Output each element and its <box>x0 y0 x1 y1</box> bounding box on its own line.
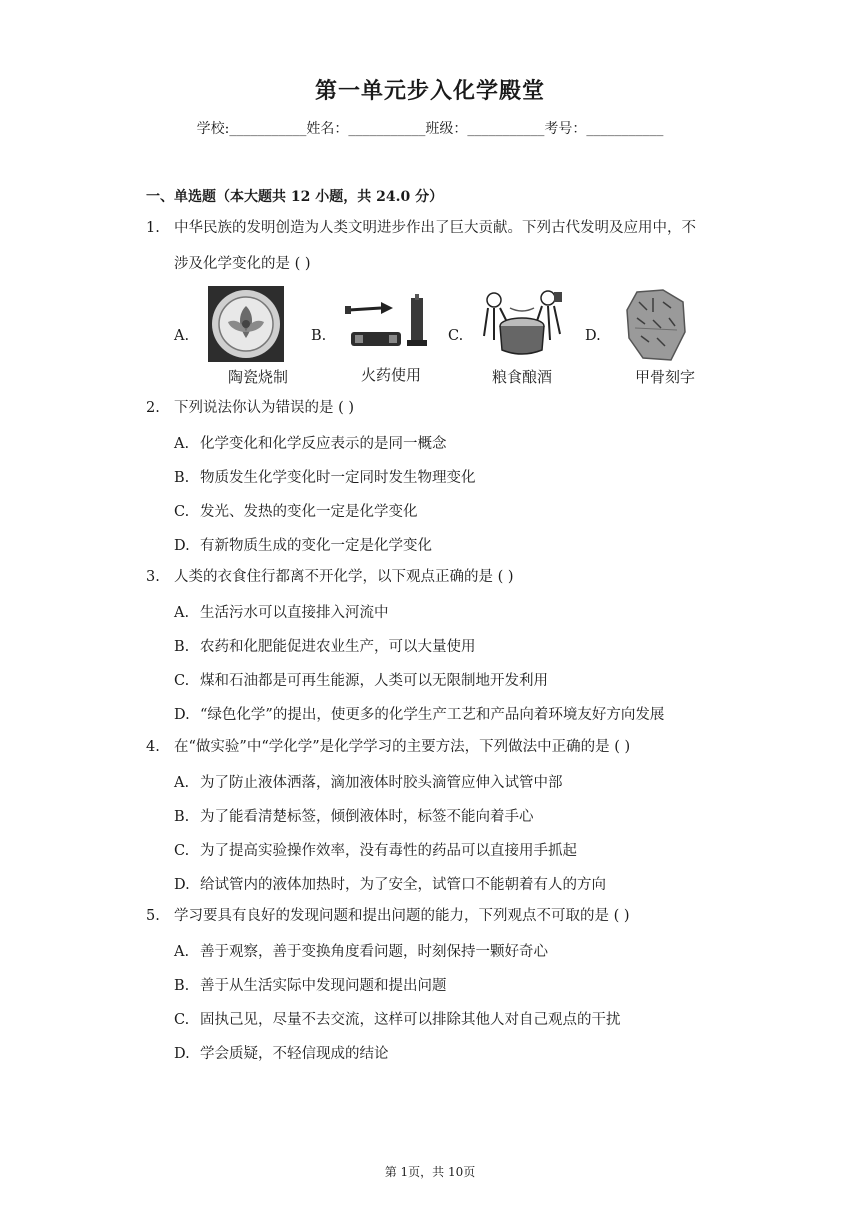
page-footer: 第 1页，共 10页 <box>384 1165 476 1179</box>
option-3a[interactable] <box>174 601 389 622</box>
question-text: 中华民族的发明创造为人类文明进步作出了巨大贡献。下列古代发明及应用中，不 <box>174 220 696 236</box>
page-title: 第一单元步入化学殿堂 <box>314 78 545 104</box>
option-letter: B. <box>174 639 190 655</box>
option-letter: D. <box>174 1046 190 1062</box>
option-text: 善于观察，善于变换角度看问题，时刻保持一颗好奇心 <box>200 944 548 960</box>
question-2 <box>146 398 354 418</box>
option-text: 为了能看清楚标签，倾倒液体时，标签不能向着手心 <box>200 809 534 825</box>
image-caption: 甲骨刻字 <box>635 368 696 386</box>
option-text: 学会质疑，不轻信现成的结论 <box>200 1046 389 1062</box>
option-4c[interactable] <box>174 839 577 860</box>
option-text: 化学变化和化学反应表示的是同一概念 <box>200 436 447 452</box>
question-5 <box>146 906 630 926</box>
oracle-bone-icon <box>623 288 689 362</box>
option-letter: A. <box>174 328 190 344</box>
option-2a[interactable] <box>174 432 447 453</box>
image-caption: 火药使用 <box>361 366 422 384</box>
option-letter: C. <box>174 673 190 689</box>
option-letter: B. <box>174 470 190 486</box>
option-letter: C. <box>174 1012 190 1028</box>
option-letter: D. <box>174 707 190 723</box>
option-letter: A. <box>174 775 190 791</box>
option-3d[interactable] <box>174 703 664 724</box>
option-4b[interactable] <box>174 805 534 826</box>
porcelain-plate-icon <box>208 286 284 362</box>
option-letter: B. <box>174 978 190 994</box>
wine-brewing-icon <box>480 288 564 360</box>
student-info-line: 学校:___________姓名：___________班级：___________考号：___________ <box>196 121 664 137</box>
question-1-continuation: 涉及化学变化的是 ( ) <box>174 256 311 272</box>
question-number: 5. <box>146 908 160 924</box>
question-3 <box>146 567 514 587</box>
option-3b[interactable] <box>174 635 476 656</box>
option-letter: C. <box>448 328 464 344</box>
option-letter: B. <box>174 809 190 825</box>
option-letter: D. <box>174 538 190 554</box>
option-text: 农药和化肥能促进农业生产，可以大量使用 <box>200 639 476 655</box>
option-2d[interactable] <box>174 534 432 555</box>
option-text: 生活污水可以直接排入河流中 <box>200 605 389 621</box>
option-4d[interactable] <box>174 873 606 894</box>
option-5b[interactable] <box>174 974 447 995</box>
question-text: 学习要具有良好的发现问题和提出问题的能力，下列观点不可取的是 ( ) <box>174 908 630 924</box>
option-text: 善于从生活实际中发现问题和提出问题 <box>200 978 447 994</box>
question-1 <box>146 218 696 238</box>
image-caption: 粮食酿酒 <box>492 368 553 386</box>
question-text: 在“做实验”中“学化学”是化学学习的主要方法，下列做法中正确的是 ( ) <box>174 739 631 755</box>
section-heading: 一、单选题（本大题共 12 小题，共 24.0 分） <box>146 189 444 205</box>
option-letter: B. <box>311 328 327 344</box>
option-text: 有新物质生成的变化一定是化学变化 <box>200 538 432 554</box>
option-letter: A. <box>174 944 190 960</box>
question-text: 人类的衣食住行都离不开化学，以下观点正确的是 ( ) <box>174 569 514 585</box>
option-text: 给试管内的液体加热时，为了安全，试管口不能朝着有人的方向 <box>200 877 606 893</box>
option-5d[interactable] <box>174 1042 389 1063</box>
option-text: 为了提高实验操作效率，没有毒性的药品可以直接用手抓起 <box>200 843 577 859</box>
question-number: 1. <box>146 220 160 236</box>
question-text: 下列说法你认为错误的是 ( ) <box>174 400 355 416</box>
question-4 <box>146 737 630 757</box>
question-number: 2. <box>146 400 160 416</box>
option-letter: C. <box>174 504 190 520</box>
option-letter: C. <box>174 843 190 859</box>
image-caption: 陶瓷烧制 <box>228 368 289 386</box>
option-text: 物质发生化学变化时一定同时发生物理变化 <box>200 470 476 486</box>
option-text: 煤和石油都是可再生能源，人类可以无限制地开发利用 <box>200 673 548 689</box>
option-letter: A. <box>174 605 190 621</box>
option-2c[interactable] <box>174 500 418 521</box>
option-letter: D. <box>585 328 601 344</box>
gunpowder-weapon-icon <box>341 292 437 356</box>
option-3c[interactable] <box>174 669 548 690</box>
question-number: 3. <box>146 569 160 585</box>
option-5c[interactable] <box>174 1008 621 1029</box>
option-text: 发光、发热的变化一定是化学变化 <box>200 504 418 520</box>
option-5a[interactable] <box>174 940 548 961</box>
question-number: 4. <box>146 739 160 755</box>
option-text: 固执己见，尽量不去交流，这样可以排除其他人对自己观点的干扰 <box>200 1012 621 1028</box>
option-letter: D. <box>174 877 190 893</box>
option-text: 为了防止液体洒落，滴加液体时胶头滴管应伸入试管中部 <box>200 775 563 791</box>
option-4a[interactable] <box>174 771 563 792</box>
option-2b[interactable] <box>174 466 476 487</box>
option-text: “绿色化学”的提出，使更多的化学生产工艺和产品向着环境友好方向发展 <box>200 707 665 723</box>
option-letter: A. <box>174 436 190 452</box>
